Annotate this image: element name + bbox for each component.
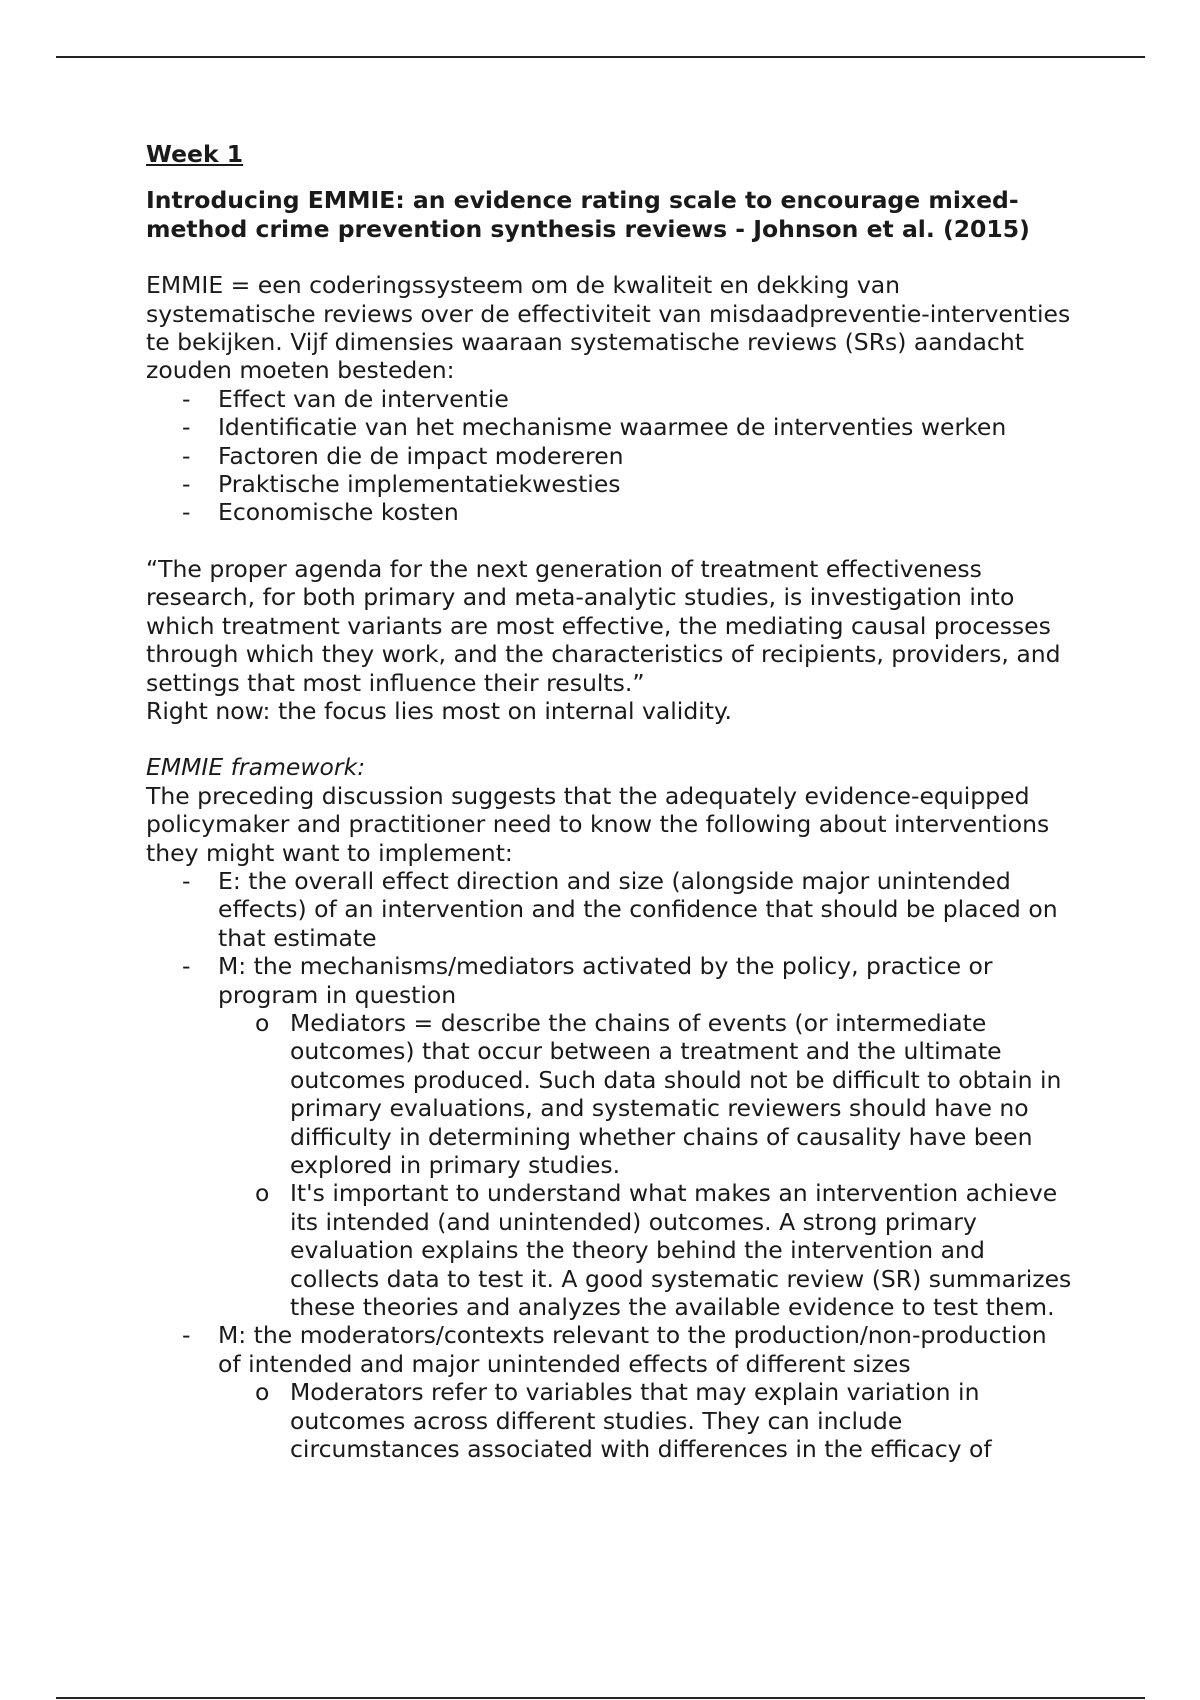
list-item-text: M: the mechanisms/mediators activated by the policy, practice or program in question <box>218 952 993 1009</box>
sub-list-item-text: It's important to understand what makes an intervention achieve its intended (and unintended) outcomes. A strong primary evaluation explains the theory behind the intervention and collects data to test it. A good systematic review (SR) summarizes these theories and analyzes the available evidence to test them. <box>290 1179 1072 1322</box>
page-top-rule <box>56 56 1145 58</box>
dash-bullet: - <box>182 413 191 442</box>
list-item <box>146 952 1076 1321</box>
article-title: Introducing EMMIE: an evidence rating scale to encourage mixed-method crime prevention synthesis reviews - Johnson et al. (2015) <box>146 186 1030 243</box>
list-item <box>146 385 1076 413</box>
list-item-text: Effect van de interventie <box>218 384 509 413</box>
dash-bullet: - <box>182 866 191 895</box>
list-item <box>146 442 1076 470</box>
dash-bullet: - <box>182 384 191 413</box>
focus-note: Right now: the focus lies most on internal validity. <box>146 696 733 725</box>
circle-bullet: o <box>255 1179 270 1208</box>
sub-list <box>218 1378 1076 1463</box>
quote-paragraph: “The proper agenda for the next generation of treatment effectiveness research, for both primary and meta-analytic studies, is investigation into which treatment variants are most effective, the mediating causal processes through which they work, and the characteristics of recipients, providers, and settings that most influence their results.” <box>146 554 1061 697</box>
list-item-text: E: the overall effect direction and size (alongside major unintended effects) of an intervention and the confidence that should be placed on that estimate <box>218 866 1058 952</box>
list-item <box>146 413 1076 441</box>
framework-list <box>146 867 1076 1464</box>
dash-bullet: - <box>182 441 191 470</box>
list-item-text: Identificatie van het mechanisme waarmee de interventies werken <box>218 413 1007 442</box>
dash-bullet: - <box>182 952 191 981</box>
sub-list-item <box>146 1378 1076 1463</box>
list-item-text: Economische kosten <box>218 498 459 527</box>
list-item-text: Factoren die de impact modereren <box>218 441 624 470</box>
sub-list-item <box>146 1009 1076 1179</box>
page-bottom-rule <box>56 1697 1145 1699</box>
framework-intro: The preceding discussion suggests that the adequately evidence-equipped policymaker and practitioner need to know the following about interventions they might want to implement: <box>146 781 1050 867</box>
document-body <box>146 140 1076 1463</box>
sub-list-item-text: Mediators = describe the chains of events (or intermediate outcomes) that occur between a treatment and the ultimate outcomes produced. Such data should not be difficult to obtain in primary evaluations, and systematic reviewers should have no difficulty in determining whether chains of causality have been explored in primary studies. <box>290 1008 1062 1179</box>
sub-list-item <box>146 1179 1076 1321</box>
sub-list-item-text: Moderators refer to variables that may explain variation in outcomes across different studies. They can include circumstances associated with differences in the efficacy of <box>290 1378 992 1464</box>
dimension-list <box>146 385 1076 527</box>
circle-bullet: o <box>255 1378 270 1407</box>
list-item <box>146 498 1076 526</box>
list-item-text: Praktische implementatiekwesties <box>218 470 621 499</box>
list-item <box>146 1321 1076 1463</box>
intro-paragraph: EMMIE = een coderingssysteem om de kwaliteit en dekking van systematische reviews over de effectiviteit van misdaadpreventie-interventies te bekijken. Vijf dimensies waaraan systematische reviews (SRs) aandacht zouden moeten besteden: <box>146 271 1071 385</box>
list-item-text: M: the moderators/contexts relevant to the production/non-production of intended and major unintended effects of different sizes <box>218 1321 1047 1378</box>
dash-bullet: - <box>182 498 191 527</box>
circle-bullet: o <box>255 1008 270 1037</box>
dash-bullet: - <box>182 1321 191 1350</box>
list-item <box>146 867 1076 952</box>
list-item <box>146 470 1076 498</box>
week-heading: Week 1 <box>146 140 244 168</box>
sub-list <box>218 1009 1076 1321</box>
framework-label: EMMIE framework: <box>146 753 366 782</box>
dash-bullet: - <box>182 470 191 499</box>
